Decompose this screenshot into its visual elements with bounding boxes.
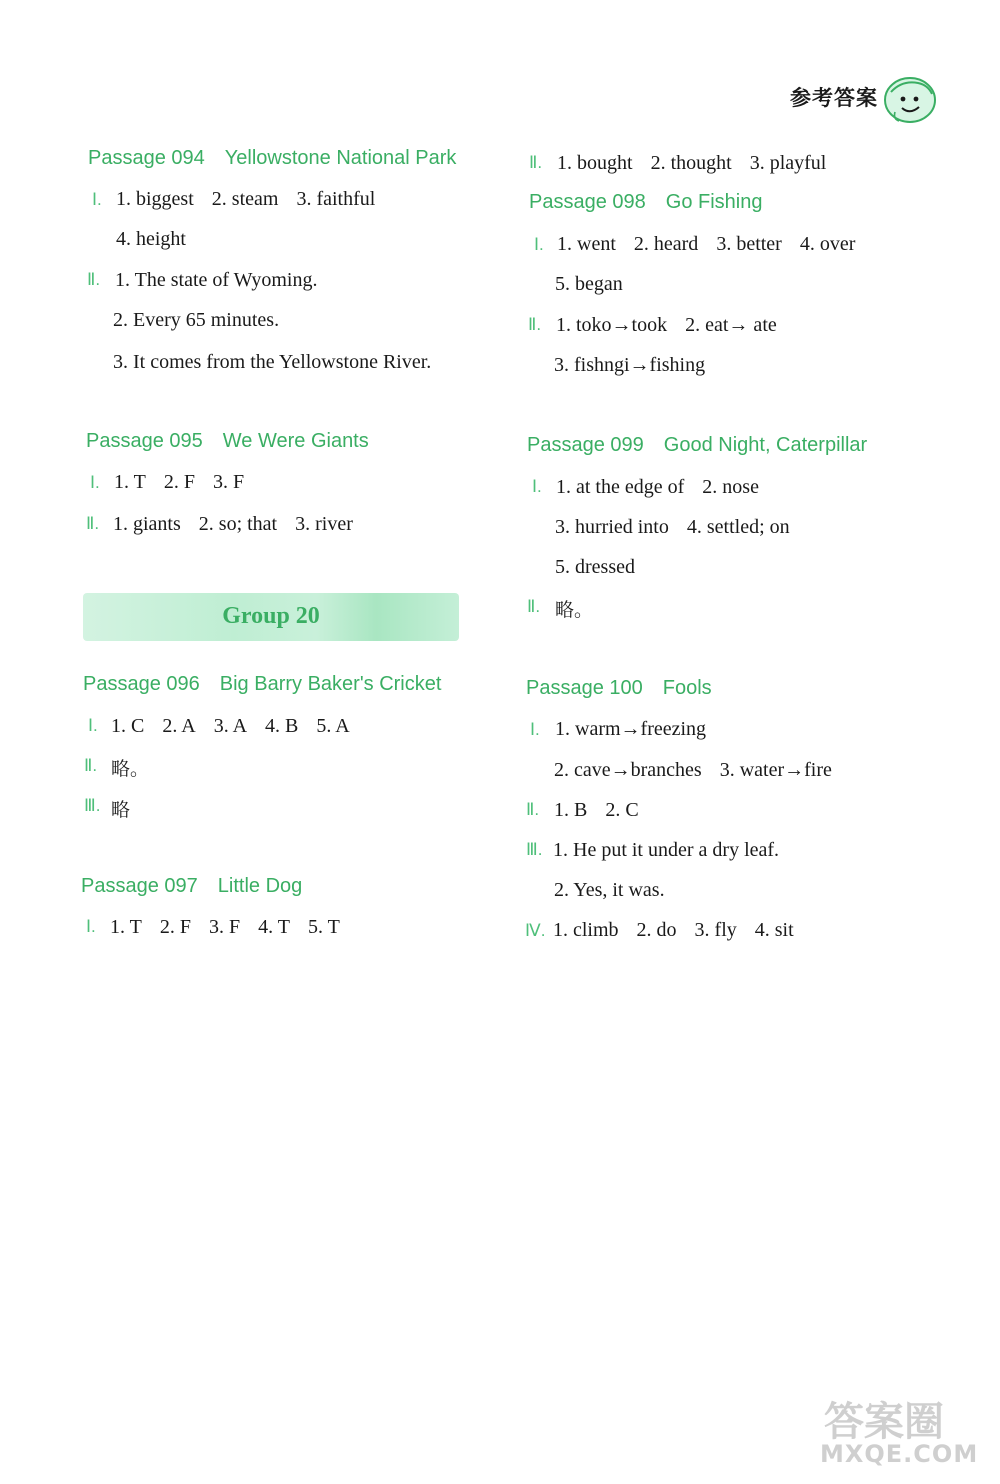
answer: 4. settled; on [686, 516, 790, 538]
answer: 3. hurried into [555, 516, 669, 538]
passage-098-name: Go Fishing [665, 191, 763, 213]
roman-ii-097: Ⅱ. [529, 153, 543, 172]
passage-100-name: Fools [662, 677, 712, 699]
group-label: Group 20 [222, 603, 320, 629]
answer: 1. T [114, 471, 146, 493]
roman-i-099: Ⅰ. [532, 477, 542, 496]
passage-096-name: Big Barry Baker's Cricket [219, 673, 442, 695]
roman-ii-098: Ⅱ. [528, 315, 542, 334]
answer: 4. B [265, 715, 299, 737]
answer-line-098-ii-a [556, 314, 795, 337]
roman-iv-100: Ⅳ. [525, 921, 546, 940]
answer: 1. biggest [116, 188, 194, 210]
passage-097-title [81, 875, 302, 898]
passage-095-name: We Were Giants [222, 430, 369, 452]
watermark [820, 1390, 990, 1480]
answer: 1. at the edge of [556, 476, 685, 498]
answer-line-094-ii-3: 3. It comes from the Yellowstone River. [113, 351, 432, 373]
answer: 2. eat→ ate [685, 314, 777, 336]
answer: 1. B [554, 799, 588, 821]
answer: 4. height [116, 228, 186, 250]
answer-line-096-iii: 略 [111, 799, 131, 821]
watermark-logo-text: 答案圈 [824, 1399, 944, 1445]
passage-094-number: Passage 094 [88, 147, 205, 169]
group-20-banner [83, 593, 459, 641]
answer: 2. steam [211, 188, 279, 210]
passage-099-title [527, 434, 867, 457]
answer-line-098-i-a [557, 233, 873, 256]
answer-line-100-iii-2: 2. Yes, it was. [554, 879, 665, 901]
answer: 1. giants [113, 513, 181, 535]
passage-097-number: Passage 097 [81, 875, 198, 897]
answer: 1. toko→took [556, 314, 668, 336]
answer: 3. water→fire [719, 759, 832, 781]
answer-line-095-ii [113, 513, 371, 536]
answer: 5. A [316, 715, 350, 737]
answer-line-095-i [114, 471, 262, 494]
answer-line-100-i-a: 1. warm→freezing [555, 718, 707, 740]
answer-line-099-i-a [556, 476, 777, 499]
answer-line-097-ii [557, 152, 844, 175]
roman-i-094: Ⅰ. [92, 190, 102, 209]
answer-line-094-i-b [116, 228, 204, 251]
answer: 4. sit [754, 919, 794, 941]
answer: 2. heard [633, 233, 699, 255]
roman-ii-094: Ⅱ. [87, 270, 101, 289]
roman-ii-100: Ⅱ. [526, 800, 540, 819]
passage-100-number: Passage 100 [526, 677, 643, 699]
answer-line-100-ii [554, 799, 657, 822]
passage-094-name: Yellowstone National Park [224, 147, 457, 169]
roman-i-095: Ⅰ. [90, 473, 100, 492]
passage-095-number: Passage 095 [86, 430, 203, 452]
passage-098-title [529, 191, 762, 214]
roman-ii-095: Ⅱ. [86, 514, 100, 533]
answer: 3. F [212, 471, 245, 493]
answer: 1. C [111, 715, 145, 737]
answer: 2. F [163, 471, 195, 493]
answer: 2. do [636, 919, 677, 941]
passage-096-title [83, 673, 441, 696]
answer: 4. over [799, 233, 856, 255]
answer: 5. T [307, 916, 340, 938]
roman-i-100: Ⅰ. [530, 720, 540, 739]
answer: 1. T [110, 916, 142, 938]
answer-line-094-ii-2: 2. Every 65 minutes. [113, 309, 280, 331]
answer-line-094-i-a [116, 188, 393, 211]
answer: 3. F [208, 916, 241, 938]
answer: 2. so; that [198, 513, 278, 535]
passage-095-title [86, 430, 369, 453]
answer: 1. went [557, 233, 616, 255]
roman-i-096: Ⅰ. [88, 716, 98, 735]
answer: 2. C [605, 799, 639, 821]
passage-094-title [88, 147, 456, 170]
roman-iii-096: Ⅲ. [84, 796, 101, 815]
roman-i-098: Ⅰ. [534, 235, 544, 254]
answer: 3. fly [694, 919, 737, 941]
answer: 3. playful [749, 152, 827, 174]
roman-iii-100: Ⅲ. [526, 840, 543, 859]
answer-line-099-i-c: 5. dressed [555, 556, 635, 578]
answer: 2. thought [650, 152, 732, 174]
passage-100-title [526, 677, 712, 700]
page-header-title: 参考答案 [790, 86, 878, 110]
answer: 2. cave→branches [554, 759, 702, 781]
answer-line-096-ii: 略。 [111, 758, 150, 780]
answer: 4. T [258, 916, 290, 938]
watermark-url: MXQE.COM [820, 1440, 979, 1468]
answer: 3. better [716, 233, 782, 255]
answer: 1. climb [553, 919, 619, 941]
answer: 2. F [159, 916, 191, 938]
answer-line-100-i-b [554, 759, 850, 782]
answer-line-098-i-b: 5. began [555, 273, 623, 295]
answer-line-099-ii: 略。 [555, 599, 594, 621]
answer-line-098-ii-b: 3. fishngi→fishing [554, 354, 706, 376]
answer-line-097-i [110, 916, 358, 939]
answer-line-094-ii-1: 1. The state of Wyoming. [115, 269, 318, 291]
passage-098-number: Passage 098 [529, 191, 646, 213]
answer: 3. river [295, 513, 353, 535]
answer-line-100-iii-1: 1. He put it under a dry leaf. [553, 839, 780, 861]
passage-097-name: Little Dog [217, 875, 303, 897]
roman-ii-096: Ⅱ. [84, 756, 98, 775]
smiley-face-icon [882, 74, 938, 126]
answer: 2. nose [702, 476, 759, 498]
roman-ii-099: Ⅱ. [527, 597, 541, 616]
passage-099-name: Good Night, Caterpillar [663, 434, 868, 456]
roman-i-097: Ⅰ. [86, 917, 96, 936]
answer: 3. A [213, 715, 248, 737]
answer: 1. bought [557, 152, 633, 174]
passage-096-number: Passage 096 [83, 673, 200, 695]
answer: 3. faithful [296, 188, 376, 210]
answer-line-096-i [111, 715, 368, 738]
answer-line-100-iv [553, 919, 812, 942]
passage-099-number: Passage 099 [527, 434, 644, 456]
answer-line-099-i-b [555, 516, 808, 539]
answer: 2. A [162, 715, 196, 737]
